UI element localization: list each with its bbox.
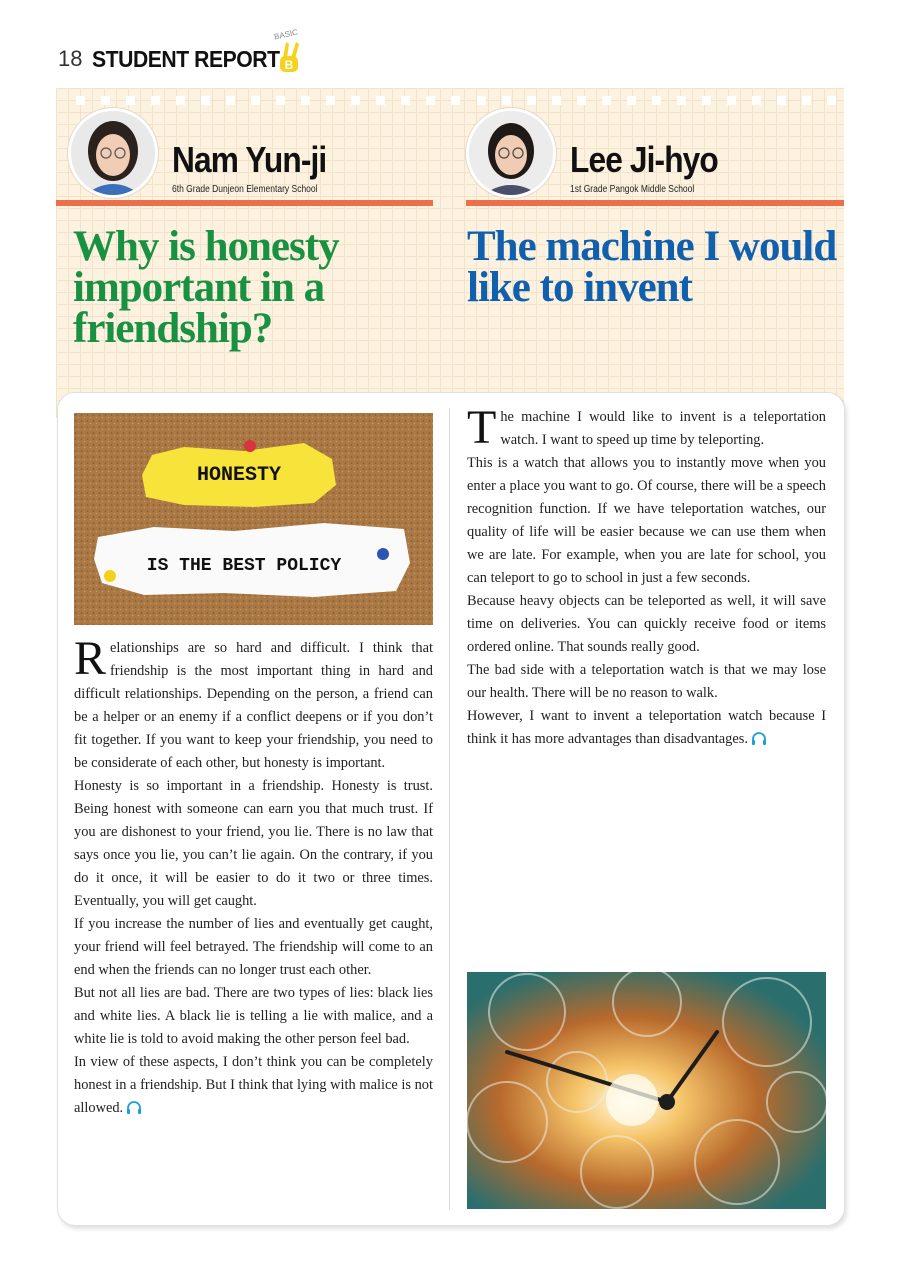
perforation-dots — [76, 96, 836, 104]
page-header — [58, 44, 296, 74]
headphones-icon[interactable] — [751, 731, 767, 745]
right-article-body — [467, 401, 826, 751]
column-divider — [449, 408, 450, 1210]
avatar — [466, 108, 556, 198]
author-school: 1st Grade Pangok Middle School — [570, 183, 695, 195]
paragraph: In view of these aspects, I don’t think you can be completely honest in a friendship. But I think that lying with malice is not allowed. — [74, 1054, 433, 1116]
right-article-title: The machine I would like to invent — [467, 223, 837, 311]
author-name: Nam Yun-ji — [172, 138, 327, 180]
dropcap: T — [467, 401, 497, 454]
paragraph: he machine I would like to invent is a teleportation watch. I want to speed up time by teleporting. — [500, 409, 826, 448]
left-article-title: Why is honesty important in a friendship? — [73, 223, 339, 352]
note-best-policy: IS THE BEST POLICY — [146, 556, 342, 576]
paragraph: This is a watch that allows you to instantly move when you enter a place you want to go. Of course, there will be a speech recognition function. If we have teleportation watches, our quality of life will be easier because we can use them when we are late. For example, when you are late for school, you can teleport to go to school in just a few seconds. — [467, 455, 826, 586]
left-article-body — [74, 632, 433, 1120]
basic-badge: BASIC B — [274, 30, 304, 74]
avatar — [68, 108, 158, 198]
left-divider-rule — [56, 200, 433, 206]
paragraph: But not all lies are bad. There are two types of lies: black lies and white lies. A black lie is telling a lie with malice, and a white lie is told to avoid making the other person feel bad. — [74, 985, 433, 1047]
honesty-image — [74, 413, 433, 625]
note-honesty: HONESTY — [196, 464, 282, 487]
paragraph: The bad side with a teleportation watch is that we may lose our health. There will be no reason to walk. — [467, 662, 826, 701]
right-author — [466, 108, 738, 198]
paragraph: However, I want to invent a teleportation watch because I think it has more advantages than disadvantages. — [467, 708, 826, 747]
student-photo-icon — [469, 111, 553, 195]
dropcap: R — [74, 632, 107, 685]
author-school: 6th Grade Dunjeon Elementary School — [172, 183, 318, 195]
page-number: 18 — [58, 46, 83, 71]
section-title: STUDENT REPORT — [92, 45, 281, 72]
paragraph: Honesty is so important in a friendship. Honesty is trust. Being honest with someone can earn you that much trust. If you are dishonest to your friend, you lie. There is no law that says once you lie, you can’t lie again. On the contrary, if you do it once, it will be easier to do it two or three times. Eventually, you will get caught. — [74, 778, 433, 909]
svg-text:B: B — [284, 58, 294, 72]
student-photo-icon — [71, 111, 155, 195]
author-name: Lee Ji-hyo — [570, 138, 718, 180]
paragraph: elationships are so hard and difficult. I think that friendship is the most important thing in hard and difficult relationships. Depending on the person, a friend can be a helper or an enemy if a conflict deepens or if you don’t fit together. If you want to keep your friendship, you need to be considerate of each other, but honesty is important. — [74, 640, 433, 771]
headphones-icon[interactable] — [126, 1100, 142, 1114]
left-author — [68, 108, 347, 198]
right-divider-rule — [466, 200, 844, 206]
paragraph: Because heavy objects can be teleported as well, it will save time on deliveries. You can quickly receive food or items ordered online. That sounds really good. — [467, 593, 826, 655]
paragraph: If you increase the number of lies and eventually get caught, your friend will feel betrayed. The friendship will come to an end when the friends can no longer trust each other. — [74, 916, 433, 978]
clocks-image — [467, 972, 826, 1209]
